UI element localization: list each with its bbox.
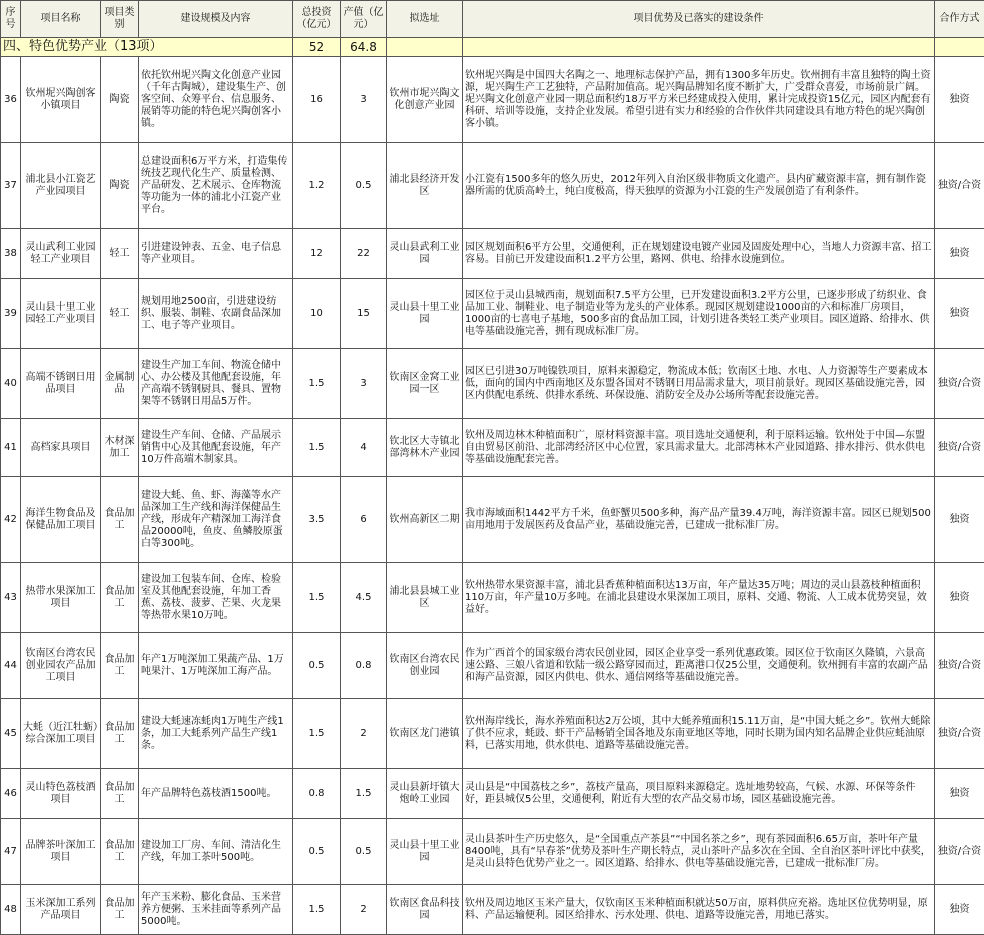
project-investment: 1.5 <box>293 885 341 935</box>
project-coop: 独资/合资 <box>935 633 984 699</box>
project-category: 食品加工 <box>101 563 139 633</box>
project-name: 品牌茶叶深加工项目 <box>21 819 101 885</box>
table-row <box>1 769 984 819</box>
row-no: 38 <box>1 229 21 279</box>
table-row <box>1 819 984 885</box>
project-coop: 独资 <box>935 885 984 935</box>
project-investment: 12 <box>293 229 341 279</box>
project-name: 高档家具项目 <box>21 419 101 477</box>
project-site: 浦北县经济开发区 <box>387 143 463 229</box>
project-category: 食品加工 <box>101 885 139 935</box>
header-site: 拟选址 <box>387 1 463 38</box>
header-no: 序号 <box>1 1 21 38</box>
project-scale: 建设生产加工车间、物流仓储中心、办公楼及其他配套设施，年产高端不锈钢厨具、餐具、置物架等不锈钢日用品5万件。 <box>139 349 293 419</box>
project-scale: 建设加工厂房、车间、清洁化生产线，年加工茶叶500吨。 <box>139 819 293 885</box>
project-conditions: 钦州及周边林木种植面积广，原材料资源丰富。项目选址交通便利，利于原料运输。钦州处于中国—东盟自由贸易区前沿、北部湾经济区中心位置，家具需求量大。北部湾林木产业园道路、排水排污、供水供电等基础设施配套完善。 <box>463 419 935 477</box>
project-site: 灵山县十里工业园 <box>387 819 463 885</box>
row-no: 47 <box>1 819 21 885</box>
project-investment: 16 <box>293 57 341 143</box>
project-investment: 1.5 <box>293 563 341 633</box>
project-scale: 建设大蚝、鱼、虾、海藻等水产品深加工生产线和海洋保健品生产线，形成年产精深加工海洋食品20000吨，鱼皮、鱼鳞胶原蛋白等300吨。 <box>139 477 293 563</box>
project-scale: 总建设面积6万平方米，打造集传统技艺现代化生产、质量检测、产品研发、艺术展示、仓库物流等功能为一体的浦北小江瓷产业平台。 <box>139 143 293 229</box>
row-no: 37 <box>1 143 21 229</box>
header-conditions: 项目优势及已落实的建设条件 <box>463 1 935 38</box>
project-site: 钦南区台湾农民创业园 <box>387 633 463 699</box>
project-scale: 建设加工包装车间、仓库、检验室及其他配套设施，年加工香蕉、荔枝、菠萝、芒果、火龙果等热带水果10万吨。 <box>139 563 293 633</box>
project-conditions: 小江瓷有1500多年的悠久历史，2012年列入自治区级非物质文化遗产。县内矿藏资源丰富，拥有制作瓷器所需的优质高岭土，纯白度极高，得天独厚的资源为小江瓷的生产发展创造了有利条件。 <box>463 143 935 229</box>
project-coop: 独资/合资 <box>935 419 984 477</box>
project-coop: 独资 <box>935 279 984 349</box>
project-name: 海洋生物食品及保健品加工项目 <box>21 477 101 563</box>
project-investment: 0.8 <box>293 769 341 819</box>
table-row <box>1 349 984 419</box>
project-conditions: 钦州及周边地区玉米产量大，仅钦南区玉米种植面积就达50万亩，原料供应充裕。选址区位优势明显，原料、产品运输便利。园区给排水、污水处理、供电、道路等设施完善，用地已落实。 <box>463 885 935 935</box>
project-output: 6 <box>341 477 387 563</box>
project-coop: 独资/合资 <box>935 819 984 885</box>
table-row <box>1 279 984 349</box>
project-site: 钦南区金窝工业园一区 <box>387 349 463 419</box>
section-blank-coop <box>935 38 984 57</box>
project-investment: 10 <box>293 279 341 349</box>
project-site: 钦南区食品科技园 <box>387 885 463 935</box>
project-site: 钦南区龙门港镇 <box>387 699 463 769</box>
project-investment: 3.5 <box>293 477 341 563</box>
project-output: 2 <box>341 699 387 769</box>
project-category: 食品加工 <box>101 819 139 885</box>
project-name: 高端不锈钢日用品项目 <box>21 349 101 419</box>
project-category: 食品加工 <box>101 699 139 769</box>
section-blank-site <box>387 38 463 57</box>
project-site: 钦州市坭兴陶文化创意产业园 <box>387 57 463 143</box>
project-scale: 引进建设钟表、五金、电子信息等产业项目。 <box>139 229 293 279</box>
project-site: 钦北区大寺镇北部湾林木产业园 <box>387 419 463 477</box>
project-name: 钦州坭兴陶创客小镇项目 <box>21 57 101 143</box>
project-category: 木材深加工 <box>101 419 139 477</box>
header-scale: 建设规模及内容 <box>139 1 293 38</box>
project-site: 灵山县十里工业园 <box>387 279 463 349</box>
project-name: 玉米深加工系列产品项目 <box>21 885 101 935</box>
row-no: 42 <box>1 477 21 563</box>
table-row <box>1 477 984 563</box>
project-output: 15 <box>341 279 387 349</box>
table-row <box>1 633 984 699</box>
header-row <box>1 1 984 38</box>
project-investment: 1.2 <box>293 143 341 229</box>
project-conditions: 灵山县是“中国荔枝之乡”，荔枝产量高，项目原料来源稳定。选址地势较高，气候、水源、环保等条件好，距县城仅5公里，交通便利，附近有大型的农产品交易市场，园区基础设施完善。 <box>463 769 935 819</box>
project-name: 热带水果深加工项目 <box>21 563 101 633</box>
header-category: 项目类别 <box>101 1 139 38</box>
project-output: 3 <box>341 57 387 143</box>
project-output: 0.5 <box>341 819 387 885</box>
project-coop: 独资 <box>935 477 984 563</box>
project-category: 食品加工 <box>101 477 139 563</box>
project-scale: 年产玉米粉、膨化食品、玉米营养方便粥、玉米挂面等系列产品5000吨。 <box>139 885 293 935</box>
project-output: 0.8 <box>341 633 387 699</box>
project-scale: 依托钦州坭兴陶文化创意产业园（千年古陶城），建设集生产、创客空间、众筹平台、信息服务、展销等功能的特色坭兴陶创客小镇。 <box>139 57 293 143</box>
project-scale: 规划用地2500亩，引进建设纺织、服装、制鞋、农副食品深加工、电子等产业项目。 <box>139 279 293 349</box>
section-title: 四、特色优势产业（13项） <box>1 38 293 57</box>
project-output: 4 <box>341 419 387 477</box>
project-category: 食品加工 <box>101 633 139 699</box>
project-category: 陶瓷 <box>101 57 139 143</box>
row-no: 46 <box>1 769 21 819</box>
project-conditions: 钦州海岸线长，海水养殖面积达2万公顷，其中大蚝养殖面积15.11万亩，是“中国大蚝之乡”。钦州大蚝除了供不应求，蚝豉、虾干产品畅销全国各地及东南亚地区等地，同时长期为国内知名品牌企业供应蚝油原料，已落实用地，供水供电、道路等基础设施完善。 <box>463 699 935 769</box>
project-category: 轻工 <box>101 279 139 349</box>
project-name: 灵山特色荔枝酒项目 <box>21 769 101 819</box>
section-total-investment: 52 <box>293 38 341 57</box>
header-coop: 合作方式 <box>935 1 984 38</box>
project-conditions: 钦州热带水果资源丰富，浦北县香蕉种植面积达13万亩，年产量达35万吨；周边的灵山县荔枝种植面积110万亩，年产量10万多吨。在浦北县建设水果深加工项目，原料、交通、物流、人工成本优势突显，效益好。 <box>463 563 935 633</box>
project-conditions: 作为广西首个的国家级台湾农民创业园，园区企业享受一系列优惠政策。园区位于钦南区久隆镇，六景高速公路、三娘八省道和钦陆一级公路穿园而过，距离港口仅25公里，交通便利。钦州拥有丰富的农副产品和海产品资源，园区内供电、供水、通信网络等基础设施完善。 <box>463 633 935 699</box>
project-investment: 0.5 <box>293 819 341 885</box>
project-coop: 独资/合资 <box>935 349 984 419</box>
row-no: 44 <box>1 633 21 699</box>
row-no: 48 <box>1 885 21 935</box>
project-site: 钦州高新区二期 <box>387 477 463 563</box>
project-name: 灵山县十里工业园轻工产业项目 <box>21 279 101 349</box>
project-scale: 建设大蚝速冻蚝肉1万吨生产线1条，加工大蚝系列产品生产线1条。 <box>139 699 293 769</box>
project-coop: 独资 <box>935 57 984 143</box>
project-coop: 独资/合资 <box>935 699 984 769</box>
project-name: 灵山武利工业园轻工产业项目 <box>21 229 101 279</box>
header-investment: 总投资（亿元） <box>293 1 341 38</box>
section-blank-conditions <box>463 38 935 57</box>
row-no: 40 <box>1 349 21 419</box>
project-site: 浦北县县城工业区 <box>387 563 463 633</box>
project-scale: 年产1万吨深加工果蔬产品、1万吨果汁、1万吨深加工海产品。 <box>139 633 293 699</box>
project-output: 2 <box>341 885 387 935</box>
project-coop: 独资/合资 <box>935 143 984 229</box>
project-category: 轻工 <box>101 229 139 279</box>
table-row <box>1 229 984 279</box>
table-row <box>1 143 984 229</box>
table-row <box>1 563 984 633</box>
project-output: 1.5 <box>341 769 387 819</box>
project-coop: 独资 <box>935 769 984 819</box>
table-row <box>1 885 984 935</box>
project-name: 大蚝（近江牡蛎）综合深加工项目 <box>21 699 101 769</box>
project-conditions: 园区位于灵山县城西南，规划面积7.5平方公里，已开发建设面积3.2平方公里，已逐步形成了纺织业、食品加工业、制鞋业、电子制造业等为龙头的产业体系。现园区规划建设1000亩的六和标准厂房项目，1000亩的七喜电子基地，500多亩的食品加工园，计划引进各类轻工类产业项目。园区道路、给排水、供电等基础设施完善，拥有现成标准厂房。 <box>463 279 935 349</box>
table-row <box>1 699 984 769</box>
row-no: 41 <box>1 419 21 477</box>
project-conditions: 园区已引进30万吨镍铁项目，原料来源稳定，物流成本低；钦南区土地、水电、人力资源等生产要素成本低，面向的国内中西南地区及东盟各国对不锈钢日用品需求量大，项目前景好。现园区基础设施完善，园区内供配电系统、供排水系统、环保设施、消防安全及办公场所等配套设施完善。 <box>463 349 935 419</box>
row-no: 43 <box>1 563 21 633</box>
project-category: 食品加工 <box>101 769 139 819</box>
row-no: 36 <box>1 57 21 143</box>
project-conditions: 我市海域面积1442平方千米，鱼虾蟹贝500多种，海产品产量39.4万吨，海洋资源丰富。园区已规划500亩用地用于发展医药及食品产业，基础设施完善，已建成一批标准厂房。 <box>463 477 935 563</box>
project-name: 钦南区台湾农民创业园农产品加工项目 <box>21 633 101 699</box>
project-site: 灵山县新圩镇大炮岭工业园 <box>387 769 463 819</box>
header-name: 项目名称 <box>21 1 101 38</box>
table-row <box>1 57 984 143</box>
section-row <box>1 38 984 57</box>
project-conditions: 钦州坭兴陶是中国四大名陶之一、地理标志保护产品，拥有1300多年历史。钦州拥有丰富且独特的陶土资源，坭兴陶生产工艺独特，产品附加值高。坭兴陶品牌知名度不断扩大，广受群众喜爱，市场前景广阔。坭兴陶文化创意产业园一期总面积约18万平方米已经建成投入使用，累计完成投资15亿元，园区内配套有科研、培训等设施，支持企业发展。希望引进有实力和经验的合作伙伴共同建设具有地方特色的坭兴陶创客小镇。 <box>463 57 935 143</box>
project-output: 0.5 <box>341 143 387 229</box>
project-scale: 年产品牌特色荔枝酒1500吨。 <box>139 769 293 819</box>
project-investment: 0.5 <box>293 633 341 699</box>
project-scale: 建设生产车间、仓储、产品展示销售中心及其他配套设施，年产10万件高端木制家具。 <box>139 419 293 477</box>
project-output: 22 <box>341 229 387 279</box>
project-category: 陶瓷 <box>101 143 139 229</box>
project-conditions: 灵山县茶叶生产历史悠久，是“全国重点产茶县”“中国名茶之乡”，现有茶园面积6.65万亩，茶叶年产量8400吨，具有“早春茶”优势及茶叶生产期长特点，灵山茶叶产品多次在全国、全自治区茶叶评比中获奖，是灵山县特色优势产业之一。园区道路、给排水、供电等基础设施完善，已建成一批标准厂房。 <box>463 819 935 885</box>
project-category: 金属制品 <box>101 349 139 419</box>
project-coop: 独资 <box>935 563 984 633</box>
project-output: 3 <box>341 349 387 419</box>
project-coop: 独资 <box>935 229 984 279</box>
project-output: 4.5 <box>341 563 387 633</box>
project-site: 灵山县武利工业园 <box>387 229 463 279</box>
project-investment: 1.5 <box>293 419 341 477</box>
row-no: 45 <box>1 699 21 769</box>
section-total-output: 64.8 <box>341 38 387 57</box>
project-investment: 1.5 <box>293 349 341 419</box>
table-row <box>1 419 984 477</box>
project-conditions: 园区规划面积6平方公里，交通便利，正在规划建设电镀产业园及固废处理中心，当地人力资源丰富、招工容易。目前已开发建设面积1.2平方公里，路网、供电、给排水设施到位。 <box>463 229 935 279</box>
header-output: 产值（亿元） <box>341 1 387 38</box>
project-investment: 1.5 <box>293 699 341 769</box>
project-name: 浦北县小江瓷艺产业园项目 <box>21 143 101 229</box>
row-no: 39 <box>1 279 21 349</box>
